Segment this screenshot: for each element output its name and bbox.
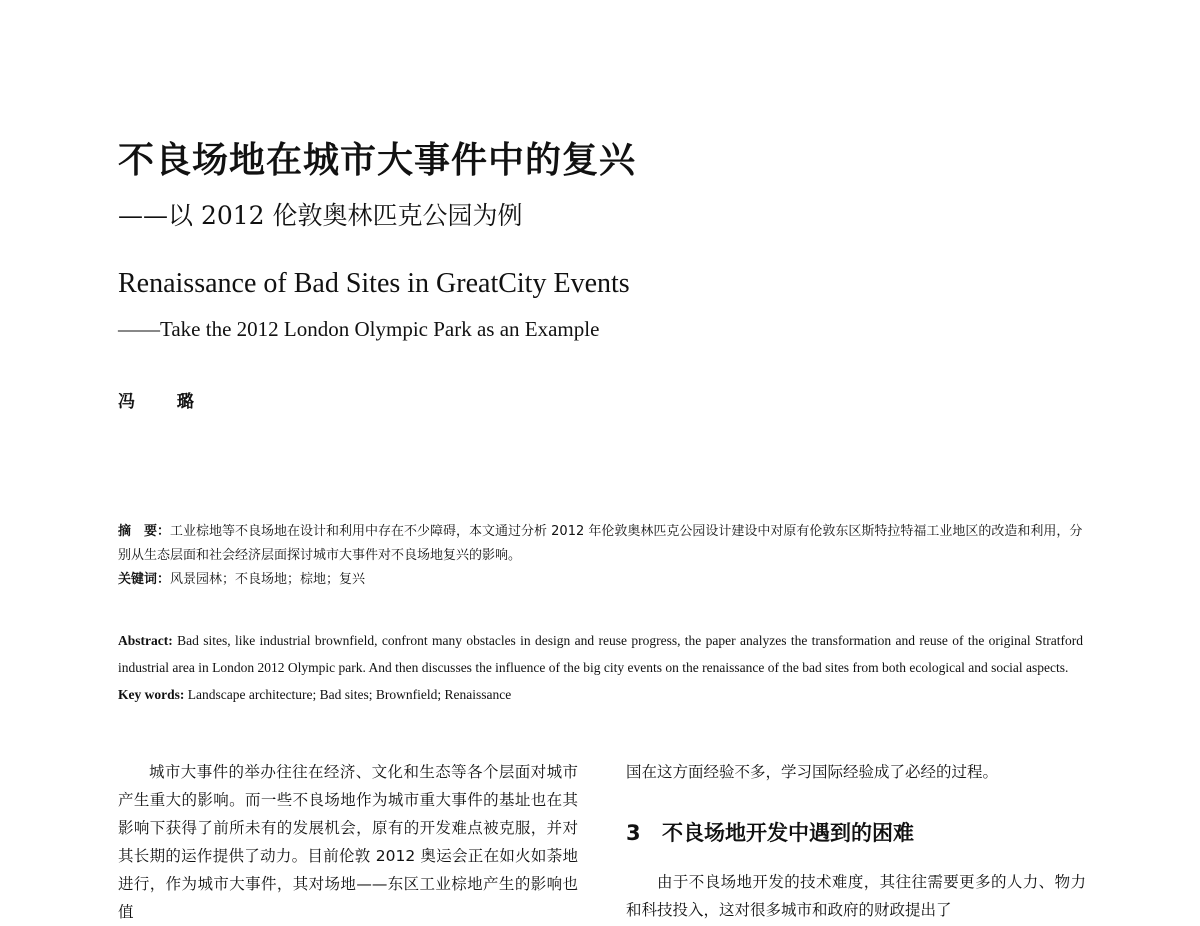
body-paragraph-continuation: 国在这方面经验不多，学习国际经验成了必经的过程。 <box>626 763 999 781</box>
abstract-en <box>118 627 1083 708</box>
abstract-en-body <box>118 627 1083 681</box>
author-name: 冯 璐 <box>118 392 212 412</box>
paper-title-en: Renaissance of Bad Sites in GreatCity Events <box>118 268 630 299</box>
abstract-cn-body <box>118 520 1083 568</box>
section-number: 3 <box>626 821 641 845</box>
abstract-cn-label: 摘 要： <box>118 524 171 539</box>
body-column-right <box>626 758 1086 924</box>
keywords-cn <box>118 568 1083 592</box>
paper-subtitle-en: ——Take the 2012 London Olympic Park as an Example <box>118 317 600 341</box>
body-paragraph: 由于不良场地开发的技术难度，其往往需要更多的人力、物力和科技投入，这对很多城市和政府的财政提出了 <box>626 873 1086 919</box>
abstract-cn-text: 工业棕地等不良场地在设计和利用中存在不少障碍，本文通过分析 2012 年伦敦奥林匹克公园设计建设中对原有伦敦东区斯特拉特福工业地区的改造和利用，分别从生态层面和社会经济层面探讨城市大事件对不良场地复兴的影响。 <box>118 524 1083 563</box>
body-column-left <box>118 758 578 926</box>
body-paragraph: 城市大事件的举办往往在经济、文化和生态等各个层面对城市产生重大的影响。而一些不良场地作为城市重大事件的基址也在其影响下获得了前所未有的发展机会，原有的开发难点被克服，并对其长期的运作提供了动力。目前伦敦 2012 奥运会正在如火如荼地进行，作为城市大事件，其对场地——东区工业棕地产生的影响也值 <box>118 763 578 921</box>
abstract-en-label: Abstract: <box>118 633 173 648</box>
abstract-cn <box>118 520 1083 592</box>
keywords-cn-text: 风景园林；不良场地；棕地；复兴 <box>170 572 366 587</box>
keywords-en-text: Landscape architecture; Bad sites; Brownfield; Renaissance <box>187 687 512 702</box>
keywords-en-label: Key words: <box>118 687 185 702</box>
paper-subtitle-cn: ——以 2012 伦敦奥林匹克公园为例 <box>118 201 523 230</box>
paper-title-cn: 不良场地在城市大事件中的复兴 <box>118 140 637 181</box>
keywords-en <box>118 681 1083 708</box>
section-heading <box>626 818 1086 848</box>
keywords-cn-label: 关键词： <box>118 572 171 587</box>
abstract-en-text: Bad sites, like industrial brownfield, confront many obstacles in design and reuse progress, the paper analyzes the transformation and reuse of the original Stratford industrial area in London 2012 Olympic park. And then discusses the influence of the big city events on the renaissance of the bad sites from both ecological and social aspects. <box>118 633 1084 675</box>
section-title: 不良场地开发中遇到的困难 <box>662 821 914 845</box>
